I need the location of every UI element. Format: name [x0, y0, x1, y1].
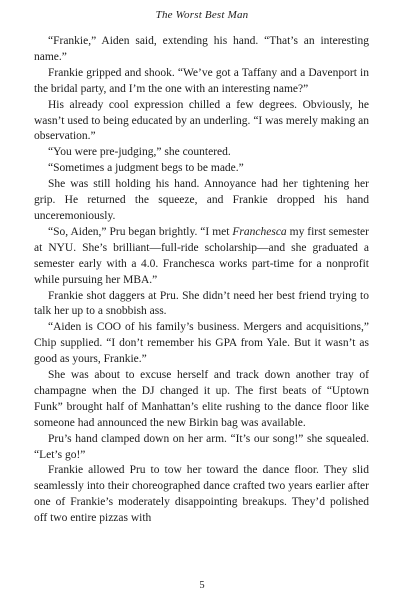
paragraph: Frankie gripped and shook. “We’ve got a Taffany and a Davenport in the bridal party, and I’m the one with an interesting name?” [34, 66, 369, 95]
paragraph: “You were pre-judging,” she countered. [48, 146, 231, 159]
paragraph: “Aiden is COO of his family’s business. Mergers and acquisitions,” Chip supplied. “I don’t remember his GPA from Yale. But it wasn’t as good as yours, Frankie.” [34, 321, 369, 366]
page-body-text [34, 34, 369, 527]
paragraph: Frankie allowed Pru to tow her toward the dance floor. They slid seamlessly into their choreographed dance crafted two years earlier after one of Frankie’s moderately disappointing breakups. They’d polished off two entire pizzas with [34, 464, 369, 525]
paragraph: Pru’s hand clamped down on her arm. “It’s our song!” she squealed. “Let’s go!” [34, 432, 369, 461]
paragraph: “Sometimes a judgment begs to be made.” [48, 162, 244, 175]
paragraph: “So, Aiden,” Pru began brightly. “I met Franchesca my first semester at NYU. She’s brilliant—full-ride scholarship—and she graduated a semester early with a 4.0. Franchesca works part-time for a nonprofit while pursuing her MBA.” [34, 225, 369, 286]
paragraph: She was about to excuse herself and track down another tray of champagne when the DJ changed it up. The first beats of “Uptown Funk” brought half of Manhattan’s elite rushing to the dance floor like someone had announced the new Birkin bag was available. [34, 369, 369, 429]
paragraph: His already cool expression chilled a few degrees. Obviously, he wasn’t used to being educated by an underling. “I was merely making an observation.” [34, 98, 369, 143]
paragraph: Frankie shot daggers at Pru. She didn’t need her best friend trying to talk her up to a snobbish ass. [34, 289, 369, 318]
paragraph: She was still holding his hand. Annoyance had her tightening her grip. He returned the squeeze, and Frankie dropped his hand unceremoniously. [34, 178, 369, 222]
page-number: 5 [199, 580, 205, 591]
running-head-title: The Worst Best Man [155, 9, 249, 21]
paragraph: “Frankie,” Aiden said, extending his hand. “That’s an interesting name.” [34, 35, 369, 63]
